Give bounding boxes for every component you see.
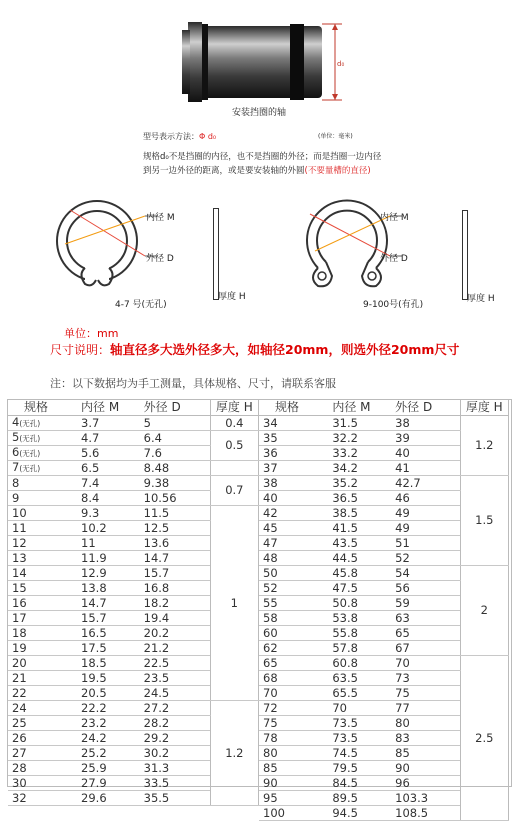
thickness-cell: 0.7 [210,476,258,506]
outer-diameter-cell: 85 [391,746,460,761]
table-row [259,656,509,671]
table-row [8,701,259,716]
spec-cell: 37 [259,461,328,476]
spec-cell: 9 [8,491,77,506]
outer-diameter-cell: 6.4 [140,431,211,446]
outer-diameter-cell: 14.7 [140,551,211,566]
size-note-prefix: 尺寸说明： [50,343,111,357]
outer-diameter-cell: 77 [391,701,460,716]
spec-cell: 14 [8,566,77,581]
outer-diameter-cell: 65 [391,626,460,641]
inner-diameter-cell: 22.2 [77,701,140,716]
formula-symbol: Φ d₀ [199,132,217,141]
spec-cell: 47 [259,536,328,551]
inner-diameter-cell: 57.8 [328,641,391,656]
spec-cell: 32 [8,791,77,806]
inner-diameter-cell: 6.5 [77,461,140,476]
spec-cell: 34 [259,416,328,431]
table-header-cell: 厚度 H [210,400,258,416]
inner-diameter-cell: 44.5 [328,551,391,566]
measurement-note: 注：以下数据均为手工测量，具体规格、尺寸，请联系客服 [50,377,336,390]
outer-diameter-cell: 75 [391,686,460,701]
spec-cell: 19 [8,641,77,656]
outer-diameter-cell: 46 [391,491,460,506]
outer-diameter-cell: 13.6 [140,536,211,551]
spec-cell: 78 [259,731,328,746]
right-inner-label: 内径 M [380,213,409,223]
outer-diameter-cell: 52 [391,551,460,566]
size-note-text: 轴直径多大选外径多大，如轴径20mm，则选外径20mm尺寸 [110,342,460,357]
outer-diameter-cell: 103.3 [391,791,460,806]
inner-diameter-cell: 27.9 [77,776,140,791]
left-caption: 4-7 号(无孔) [115,300,167,310]
inner-diameter-cell: 11.9 [77,551,140,566]
inner-diameter-cell: 5.6 [77,446,140,461]
left-inner-label: 内径 M [146,213,175,223]
spec-cell: 85 [259,761,328,776]
outer-diameter-cell: 20.2 [140,626,211,641]
outer-diameter-cell: 24.5 [140,686,211,701]
thickness-cell: 1.5 [460,476,508,566]
inner-diameter-cell: 8.4 [77,491,140,506]
spec-cell: 10 [8,506,77,521]
outer-diameter-cell: 15.7 [140,566,211,581]
outer-diameter-cell: 19.4 [140,611,211,626]
description-line-1: 规格d₀不是挡圈的内径，也不是挡圈的外径；而是挡圈一边内径 [143,152,382,162]
spec-cell: 18 [8,626,77,641]
right-thickness-bar [462,210,468,300]
inner-diameter-cell: 55.8 [328,626,391,641]
table-row [8,431,259,446]
inner-diameter-cell: 38.5 [328,506,391,521]
outer-diameter-cell: 29.2 [140,731,211,746]
table-header-row [8,400,259,416]
inner-diameter-cell: 32.2 [328,431,391,446]
spec-cell: 45 [259,521,328,536]
unit-line: 单位：mm [64,327,119,340]
table-header-cell: 外径 D [140,400,211,416]
shaft-caption: 安装挡圈的轴 [232,108,287,118]
thickness-cell: 1 [210,506,258,701]
outer-diameter-cell: 49 [391,521,460,536]
outer-diameter-cell: 18.2 [140,596,211,611]
spec-cell: 4(无孔) [8,416,77,431]
inner-diameter-cell: 17.5 [77,641,140,656]
spec-cell: 12 [8,536,77,551]
table-row [259,416,509,431]
inner-diameter-cell: 65.5 [328,686,391,701]
outer-diameter-cell: 59 [391,596,460,611]
spec-cell: 21 [8,671,77,686]
inner-diameter-cell: 4.7 [77,431,140,446]
thickness-cell: 0.4 [210,416,258,431]
formula-unit: (单位：毫米) [318,133,353,140]
outer-diameter-cell: 12.5 [140,521,211,536]
outer-diameter-cell: 33.5 [140,776,211,791]
inner-diameter-cell: 15.7 [77,611,140,626]
spec-cell: 15 [8,581,77,596]
table-header-cell: 规格 [8,400,77,416]
table-row [8,416,259,431]
outer-diameter-cell: 90 [391,761,460,776]
outer-diameter-cell: 54 [391,566,460,581]
spec-cell: 20 [8,656,77,671]
outer-diameter-cell: 49 [391,506,460,521]
thickness-cell: 2.5 [460,656,508,821]
inner-diameter-cell: 16.5 [77,626,140,641]
model-formula [143,131,216,142]
inner-diameter-cell: 41.5 [328,521,391,536]
spec-cell: 26 [8,731,77,746]
ring-diagram-no-hole [40,196,230,306]
outer-diameter-cell: 8.48 [140,461,211,476]
thickness-cell: 0.5 [210,431,258,461]
spec-cell: 36 [259,446,328,461]
outer-diameter-cell: 11.5 [140,506,211,521]
inner-diameter-cell: 60.8 [328,656,391,671]
inner-diameter-cell: 33.2 [328,446,391,461]
inner-diameter-cell: 74.5 [328,746,391,761]
inner-diameter-cell: 20.5 [77,686,140,701]
spec-cell: 35 [259,431,328,446]
table-row [8,476,259,491]
right-thickness-label: 厚度 H [467,294,495,304]
inner-diameter-cell: 36.5 [328,491,391,506]
inner-diameter-cell: 18.5 [77,656,140,671]
spec-cell: 60 [259,626,328,641]
left-outer-label: 外径 D [146,254,174,264]
spec-cell: 75 [259,716,328,731]
outer-diameter-cell: 63 [391,611,460,626]
spec-cell: 16 [8,596,77,611]
spec-cell: 11 [8,521,77,536]
spec-cell: 7(无孔) [8,461,77,476]
spec-description [143,150,473,178]
outer-diameter-cell: 67 [391,641,460,656]
table-row [259,566,509,581]
spec-cell: 95 [259,791,328,806]
spec-cell: 55 [259,596,328,611]
shaft-illustration [180,16,350,106]
outer-diameter-cell: 16.8 [140,581,211,596]
right-caption: 9-100号(有孔) [363,300,424,310]
outer-diameter-cell: 30.2 [140,746,211,761]
spec-cell: 17 [8,611,77,626]
inner-diameter-cell: 50.8 [328,596,391,611]
inner-diameter-cell: 89.5 [328,791,391,806]
inner-diameter-cell: 34.2 [328,461,391,476]
left-thickness-label: 厚度 H [218,292,246,302]
spec-cell: 5(无孔) [8,431,77,446]
inner-diameter-cell: 63.5 [328,671,391,686]
inner-diameter-cell: 13.8 [77,581,140,596]
outer-diameter-cell: 108.5 [391,806,460,821]
inner-diameter-cell: 73.5 [328,716,391,731]
spec-cell: 58 [259,611,328,626]
spec-cell: 24 [8,701,77,716]
outer-diameter-cell: 7.6 [140,446,211,461]
inner-diameter-cell: 73.5 [328,731,391,746]
inner-diameter-cell: 7.4 [77,476,140,491]
inner-diameter-cell: 70 [328,701,391,716]
spec-cell: 42 [259,506,328,521]
left-thickness-bar [213,208,219,300]
table-header-cell: 内径 M [77,400,140,416]
inner-diameter-cell: 9.3 [77,506,140,521]
outer-diameter-cell: 73 [391,671,460,686]
inner-diameter-cell: 47.5 [328,581,391,596]
inner-diameter-cell: 11 [77,536,140,551]
spec-cell: 30 [8,776,77,791]
table-header-row [259,400,509,416]
right-outer-label: 外径 D [380,254,408,264]
inner-diameter-cell: 35.2 [328,476,391,491]
outer-diameter-cell: 5 [140,416,211,431]
table-row [8,506,259,521]
inner-diameter-cell: 19.5 [77,671,140,686]
inner-diameter-cell: 94.5 [328,806,391,821]
outer-diameter-cell: 40 [391,446,460,461]
spec-cell: 40 [259,491,328,506]
table-header-cell: 内径 M [328,400,391,416]
outer-diameter-cell: 22.5 [140,656,211,671]
spec-cell: 28 [8,761,77,776]
thickness-cell: 2 [460,566,508,656]
outer-diameter-cell: 39 [391,431,460,446]
inner-diameter-cell: 25.2 [77,746,140,761]
spec-cell: 100 [259,806,328,821]
table-row [8,461,259,476]
spec-cell: 8 [8,476,77,491]
outer-diameter-cell: 10.56 [140,491,211,506]
inner-diameter-cell: 31.5 [328,416,391,431]
outer-diameter-cell: 27.2 [140,701,211,716]
outer-diameter-cell: 9.38 [140,476,211,491]
spec-cell: 27 [8,746,77,761]
spec-cell: 68 [259,671,328,686]
inner-diameter-cell: 12.9 [77,566,140,581]
spec-cell: 25 [8,716,77,731]
outer-diameter-cell: 56 [391,581,460,596]
size-note [50,340,459,358]
spec-cell: 62 [259,641,328,656]
thickness-cell: 1.2 [460,416,508,476]
outer-diameter-cell: 35.5 [140,791,211,806]
inner-diameter-cell: 23.2 [77,716,140,731]
outer-diameter-cell: 38 [391,416,460,431]
thickness-cell [210,461,258,476]
inner-diameter-cell: 3.7 [77,416,140,431]
inner-diameter-cell: 24.2 [77,731,140,746]
description-line-2: 到另一边外径的距离，或是要安装轴的外圆(不要量槽的直径) [143,166,371,176]
outer-diameter-cell: 83 [391,731,460,746]
inner-diameter-cell: 29.6 [77,791,140,806]
inner-diameter-cell: 53.8 [328,611,391,626]
inner-diameter-cell: 25.9 [77,761,140,776]
spec-cell: 80 [259,746,328,761]
outer-diameter-cell: 21.2 [140,641,211,656]
inner-diameter-cell: 14.7 [77,596,140,611]
outer-diameter-cell: 31.3 [140,761,211,776]
spec-cell: 65 [259,656,328,671]
spec-cell: 52 [259,581,328,596]
spec-cell: 22 [8,686,77,701]
table-header-cell: 厚度 H [460,400,508,416]
outer-diameter-cell: 70 [391,656,460,671]
spec-cell: 13 [8,551,77,566]
outer-diameter-cell: 28.2 [140,716,211,731]
formula-prefix: 型号表示方法： [143,132,199,141]
spec-cell: 48 [259,551,328,566]
spec-cell: 70 [259,686,328,701]
outer-diameter-cell: 51 [391,536,460,551]
outer-diameter-cell: 80 [391,716,460,731]
outer-diameter-cell: 23.5 [140,671,211,686]
thickness-cell: 1.2 [210,701,258,806]
outer-diameter-cell: 96 [391,776,460,791]
description-warning: (不要量槽的直径) [304,166,371,176]
spec-cell: 6(无孔) [8,446,77,461]
outer-diameter-cell: 41 [391,461,460,476]
inner-diameter-cell: 43.5 [328,536,391,551]
spec-cell: 50 [259,566,328,581]
d0-label: d₀ [337,60,345,68]
outer-diameter-cell: 42.7 [391,476,460,491]
table-row [259,476,509,491]
inner-diameter-cell: 45.8 [328,566,391,581]
inner-diameter-cell: 79.5 [328,761,391,776]
spec-cell: 72 [259,701,328,716]
table-header-cell: 规格 [259,400,328,416]
inner-diameter-cell: 10.2 [77,521,140,536]
table-header-cell: 外径 D [391,400,460,416]
spec-table-left [8,400,259,806]
spec-cell: 38 [259,476,328,491]
spec-table-right [259,400,509,821]
spec-cell: 90 [259,776,328,791]
inner-diameter-cell: 84.5 [328,776,391,791]
